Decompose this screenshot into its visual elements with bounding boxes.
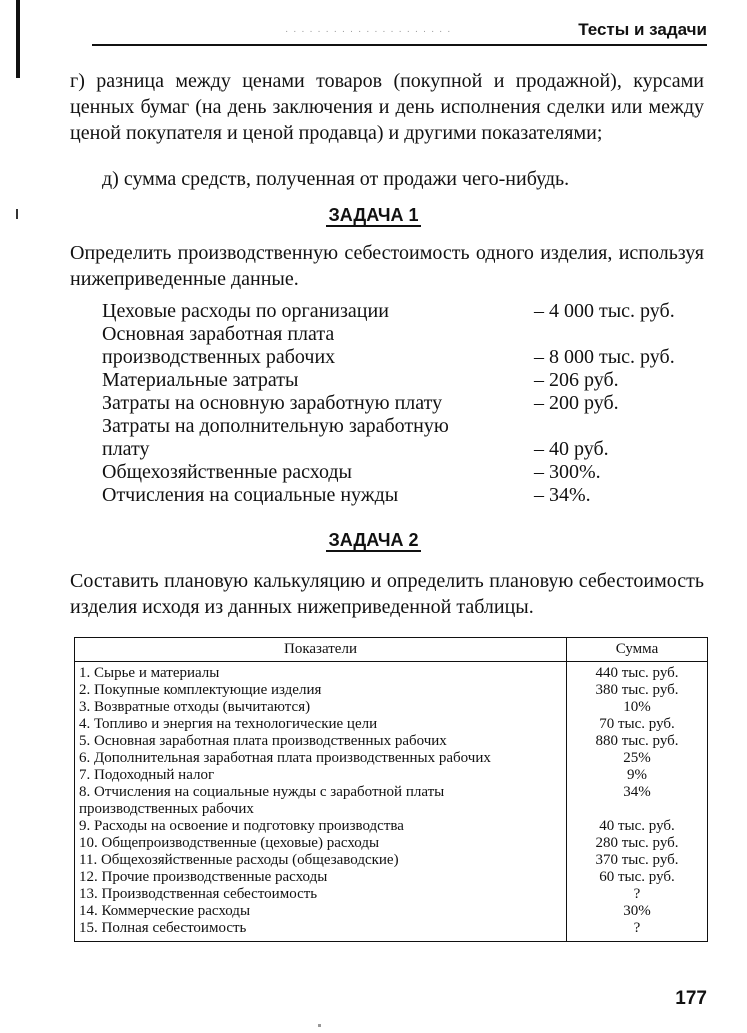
row-label: 7. Подоходный налог [75,767,567,784]
row-value: ? [567,920,708,942]
row-value: 30% [567,903,708,920]
task1-line-label: плату [102,438,150,460]
row-value: ? [567,886,708,903]
task1-text: Определить производственную себестоимость одного изделия, используя нижеприведенные данные. [70,242,704,290]
table-row [75,733,708,750]
table-row [75,699,708,716]
task1-line-label: Материальные затраты [102,369,299,391]
task1-line-value: – 206 руб. [534,369,619,391]
table-row [75,835,708,852]
row-label: 12. Прочие производственные расходы [75,869,567,886]
intro-item-d: д) сумма средств, полученная от продажи чего-нибудь. [102,168,570,190]
task1-line-value: – 200 руб. [534,392,619,414]
row-value: 380 тыс. руб. [567,682,708,699]
task1-title: ЗАДАЧА 1 [328,205,419,225]
row-label: 2. Покупные комплектующие изделия [75,682,567,699]
row-label: 14. Коммерческие расходы [75,903,567,920]
column-header-indicators: Показатели [75,638,567,662]
row-value: 40 тыс. руб. [567,818,708,835]
row-value: 880 тыс. руб. [567,733,708,750]
row-value: 34% [567,784,708,818]
task1-line-label: производственных рабочих [102,346,336,368]
table-row [75,662,708,683]
table-row [75,903,708,920]
row-value: 370 тыс. руб. [567,852,708,869]
row-label: 6. Дополнительная заработная плата производственных рабочих [75,750,567,767]
task1-line-label: Затраты на дополнительную заработную [102,415,449,437]
running-header-title: Тесты и задачи [578,20,707,39]
row-value: 440 тыс. руб. [567,662,708,683]
row-value: 70 тыс. руб. [567,716,708,733]
row-label: 5. Основная заработная плата производственных рабочих [75,733,567,750]
row-label: 11. Общехозяйственные расходы (общезаводские) [75,852,567,869]
table-header-row [75,638,708,662]
row-label: 9. Расходы на освоение и подготовку производства [75,818,567,835]
table-row [75,818,708,835]
table-row [75,869,708,886]
table-row [75,852,708,869]
header-rule [92,44,707,46]
row-value: 10% [567,699,708,716]
scan-speck [318,1024,321,1027]
table-row [75,920,708,942]
table-row [75,716,708,733]
page-number: 177 [675,988,707,1009]
running-header-faint: · · · · · · · · · · · · · · · · · · · · · [285,26,452,37]
row-value: 60 тыс. руб. [567,869,708,886]
table-row [75,784,708,818]
table-row [75,767,708,784]
task2-text: Составить плановую калькуляцию и определить плановую себестоимость изделия исходя из данных нижеприведенной таблицы. [70,570,704,618]
row-label: 13. Производственная себестоимость [75,886,567,903]
left-margin-bar [16,0,20,78]
row-value: 9% [567,767,708,784]
task1-line-label: Отчисления на социальные нужды [102,484,399,506]
row-value: 280 тыс. руб. [567,835,708,852]
row-label: 4. Топливо и энергия на технологические цели [75,716,567,733]
table-row [75,886,708,903]
task1-line-label: Общехозяйственные расходы [102,461,352,483]
column-header-amount: Сумма [567,638,708,662]
task1-line-value: – 34%. [534,484,591,506]
row-label: 10. Общепроизводственные (цеховые) расходы [75,835,567,852]
table-row [75,682,708,699]
table-row [75,750,708,767]
intro-item-g: г) разница между ценами товаров (покупной и продажной), курсами ценных бумаг (на день заключения и день исполнения сделки или между ценой покупателя и ценой продавца) и другими показателями; [70,70,704,144]
row-label: 3. Возвратные отходы (вычитаются) [75,699,567,716]
task1-line-value: – 8 000 тыс. руб. [534,346,675,368]
row-label: 1. Сырье и материалы [75,662,567,683]
task1-line-value: – 40 руб. [534,438,609,460]
row-value: 25% [567,750,708,767]
row-label: 8. Отчисления на социальные нужды с заработной платы производственных рабочих [75,784,567,818]
task1-line-label: Цеховые расходы по организации [102,300,389,322]
task1-line-value: – 4 000 тыс. руб. [534,300,675,322]
task1-line-value: – 300%. [534,461,601,483]
calculation-table [74,637,708,942]
task1-line-label: Основная заработная плата [102,323,335,345]
task2-title: ЗАДАЧА 2 [328,530,419,550]
row-label: 15. Полная себестоимость [75,920,567,942]
task1-line-label: Затраты на основную заработную плату [102,392,443,414]
